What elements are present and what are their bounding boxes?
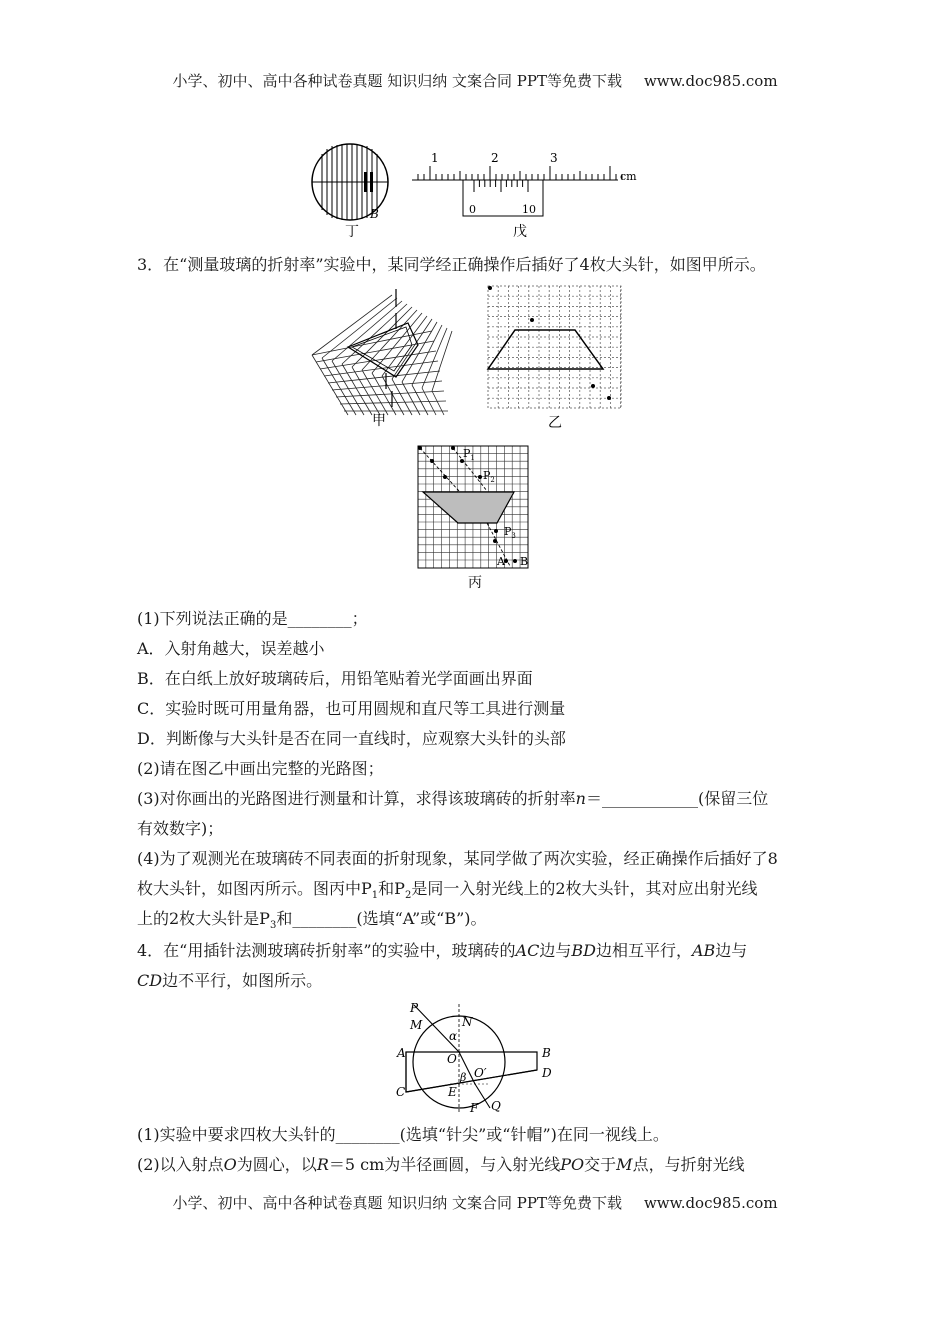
- q4-p2-po: PO: [560, 1155, 585, 1174]
- q3-part4-t5: 和________(选填“A”或“B”)。: [276, 909, 487, 928]
- q3-part4-line3: [137, 906, 487, 931]
- q4-t5: 边不平行，如图所示。: [162, 971, 323, 990]
- figure-q4: [392, 1000, 562, 1116]
- q4-label-n: N: [462, 1015, 473, 1029]
- header-text: 小学、初中、高中各种试卷真题 知识归纳 文案合同 PPT等免费下载: [172, 72, 622, 90]
- scale-2: 2: [491, 151, 499, 165]
- q4-cd: CD: [137, 971, 163, 990]
- q3-part4-t3: 是同一入射光线上的2枚大头针，其对应出射光线: [411, 879, 758, 898]
- vernier-caliper: [412, 166, 622, 216]
- label-b: B: [520, 555, 529, 568]
- vernier-0: 0: [469, 203, 476, 216]
- vernier-10: 10: [522, 203, 536, 216]
- q4-t4: 边与: [715, 941, 748, 960]
- q3-part2: (2)请在图乙中画出完整的光路图；: [137, 759, 384, 778]
- label-b-ding: B: [370, 207, 379, 221]
- caption-bing: 丙: [468, 575, 482, 591]
- q4-label-beta: β: [460, 1071, 467, 1084]
- q4-p2-m: M: [616, 1155, 633, 1174]
- q3-stem: 3．在“测量玻璃的折射率”实验中，某同学经正确操作后插好了4枚大头针，如图甲所示。: [137, 255, 766, 274]
- caption-jia: 甲: [372, 413, 386, 429]
- q3-part4-sub3: 3: [269, 920, 277, 932]
- figure-ding-wu: [300, 140, 650, 240]
- page-header: [0, 70, 950, 91]
- q3-part4-t4: 上的2枚大头针是P: [137, 909, 270, 928]
- q3-part1: (1)下列说法正确的是________；: [137, 609, 368, 628]
- caption-ding: 丁: [345, 224, 359, 240]
- q4-label-m: M: [410, 1018, 423, 1032]
- q3-part3-n: n: [575, 789, 586, 808]
- q4-t3: 边相互平行，: [595, 941, 692, 960]
- q4-label-a: A: [397, 1046, 406, 1060]
- header-site: www.doc985.com: [643, 72, 778, 90]
- page-footer: [0, 1192, 950, 1213]
- q3-option-b: B．在白纸上放好玻璃砖后，用铅笔贴着光学面画出界面: [137, 669, 533, 688]
- q4-t2: 边与: [539, 941, 572, 960]
- scale-1: 1: [431, 151, 439, 165]
- q3-part4-sub2: 2: [404, 890, 412, 902]
- label-p3: P: [504, 525, 512, 538]
- figure-jia: [308, 285, 456, 430]
- q4-p2-o: O: [223, 1155, 237, 1174]
- footer-text: 小学、初中、高中各种试卷真题 知识归纳 文案合同 PPT等免费下载: [172, 1194, 622, 1212]
- q4-stem-line1: [137, 938, 747, 961]
- caption-yi: 乙: [548, 415, 562, 431]
- q4-p2-t4: 交于: [584, 1155, 617, 1174]
- label-p1: P: [463, 447, 471, 460]
- q4-p2-t5: 点，与折射光线: [632, 1155, 745, 1174]
- scale-3: 3: [550, 151, 558, 165]
- q4-p2-r: R: [316, 1155, 329, 1174]
- q4-label-alpha: α: [449, 1029, 458, 1043]
- q4-label-f: F: [470, 1101, 479, 1115]
- scale-unit: cm: [620, 170, 637, 183]
- q3-option-a: A．入射角越大，误差越小: [137, 639, 325, 658]
- figure-bing: [415, 443, 535, 593]
- q3-part4-line2: [137, 876, 758, 901]
- label-p3-sub: 3: [511, 532, 516, 540]
- q4-p2-t2: 为圆心，以: [236, 1155, 317, 1174]
- label-p1-sub: 1: [470, 454, 475, 462]
- q3-part4-sub1: 1: [371, 890, 379, 902]
- q3-part4-t1: 枚大头针，如图丙所示。图丙中P: [137, 879, 372, 898]
- caption-wu: 戊: [513, 224, 527, 240]
- q3-part3-line1: [137, 786, 768, 809]
- q4-label-q: Q: [491, 1099, 501, 1113]
- svg-text:P3: [504, 525, 516, 540]
- label-a: A: [497, 555, 505, 568]
- q4-ac: AC: [515, 941, 540, 960]
- q3-part3-line2: 有效数字)；: [137, 819, 224, 838]
- q4-label-b: B: [542, 1046, 551, 1060]
- q4-label-o: O: [447, 1052, 457, 1066]
- q4-part1: (1)实验中要求四枚大头针的________(选填“针尖”或“针帽”)在同一视线上。: [137, 1125, 669, 1144]
- q4-p2-t1: (2)以入射点: [137, 1155, 224, 1174]
- figure-yi: [485, 283, 625, 433]
- q3-option-c: C．实验时既可用量角器，也可用圆规和直尺等工具进行测量: [137, 699, 566, 718]
- svg-text:P2: [483, 469, 495, 484]
- q4-label-d: D: [542, 1066, 552, 1080]
- label-p2-sub: 2: [490, 476, 495, 484]
- q4-part2: [137, 1152, 745, 1175]
- q3-part3-text: (3)对你画出的光路图进行测量和计算，求得该玻璃砖的折射率: [137, 789, 576, 808]
- footer-site: www.doc985.com: [643, 1194, 778, 1212]
- q4-label-p: P: [410, 1001, 419, 1015]
- q4-stem-line2: [137, 968, 322, 991]
- q4-t1: 4．在“用插针法测玻璃砖折射率”的实验中，玻璃砖的: [137, 941, 516, 960]
- q4-label-e: E: [448, 1085, 457, 1099]
- q3-part4-line1: (4)为了观测光在玻璃砖不同表面的折射现象，某同学做了两次实验，经正确操作后插好了8: [137, 849, 778, 868]
- q4-bd: BD: [571, 941, 596, 960]
- q3-option-d: D．判断像与大头针是否在同一直线时，应观察大头针的头部: [137, 729, 566, 748]
- label-p2: P: [483, 469, 491, 482]
- q4-p2-t3: ＝5 cm为半径画圆，与入射光线: [328, 1155, 561, 1174]
- q3-part3-blank: ＝____________(保留三位: [585, 789, 769, 808]
- q4-ab: AB: [691, 941, 716, 960]
- q4-label-c: C: [396, 1085, 406, 1099]
- q3-part4-t2: 和P: [378, 879, 405, 898]
- q4-label-oprime: O′: [474, 1066, 487, 1080]
